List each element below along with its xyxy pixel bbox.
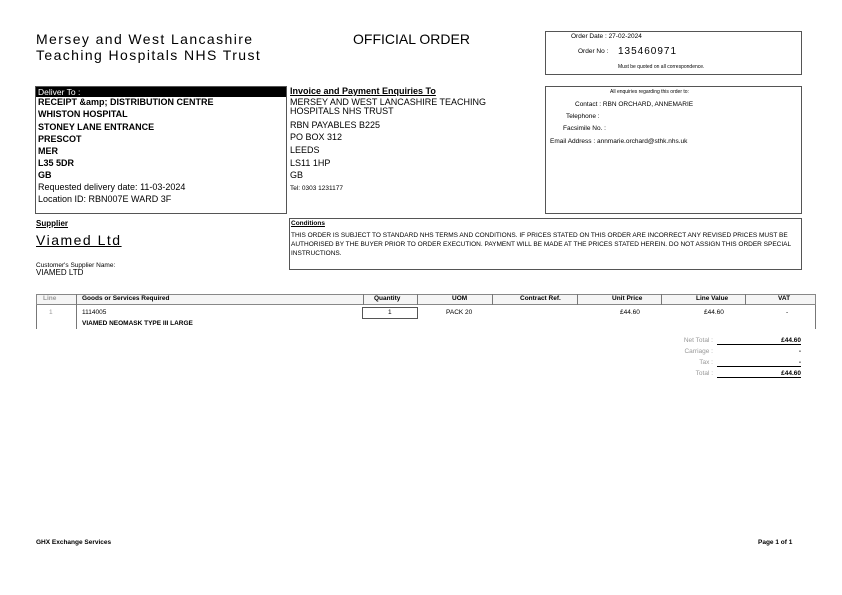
enquiry-email: Email Address : annmarie.orchard@sthk.nhs.uk	[550, 138, 688, 145]
quote-note: Must be quoted on all correspondence.	[618, 64, 705, 70]
trust-name-line1: Mersey and West Lancashire	[36, 31, 254, 47]
invoice-heading: Invoice and Payment Enquiries To	[290, 86, 436, 96]
deliver-to-heading-text: Deliver To :	[38, 87, 81, 97]
col-header-quantity: Quantity	[374, 295, 401, 302]
invoice-telephone: Tel: 0303 1231177	[290, 185, 344, 192]
col-header-unit-price: Unit Price	[612, 295, 643, 302]
invoice-address-line: MERSEY AND WEST LANCASHIRE TEACHING HOSPITALS NHS TRUST	[290, 97, 487, 116]
invoice-address-line: RBN PAYABLES B225	[290, 120, 381, 130]
supplier-heading: Supplier	[36, 219, 69, 228]
document-title: OFFICIAL ORDER	[353, 31, 470, 47]
table-row-description: VIAMED NEOMASK TYPE III LARGE	[82, 320, 193, 327]
table-right-border	[815, 305, 816, 329]
invoice-address-line: PO BOX 312	[290, 132, 343, 142]
column-divider	[577, 294, 578, 305]
tax-value: -	[717, 359, 801, 367]
deliver-line: PRESCOT	[38, 134, 82, 144]
column-divider	[745, 294, 746, 305]
invoice-address-line: GB	[290, 170, 304, 180]
enquiry-contact: Contact : RBN ORCHARD, ANNEMARIE	[575, 101, 694, 108]
deliver-to-heading	[36, 87, 286, 97]
customer-supplier-name: VIAMED LTD	[36, 268, 84, 277]
table-row-quantity: 1	[388, 309, 392, 316]
invoice-address-line: LEEDS	[290, 145, 320, 155]
enquiries-note: All enquiries regarding this order to:	[610, 89, 689, 95]
deliver-line: STONEY LANE ENTRANCE	[38, 122, 155, 132]
enquiry-facsimile: Facsimile No. :	[563, 125, 606, 132]
column-divider	[76, 294, 77, 329]
table-row-item-code: 1114005	[82, 309, 107, 316]
conditions-heading: Conditions	[291, 220, 325, 227]
carriage-label: Carriage :	[684, 348, 713, 355]
col-header-line: Line	[43, 295, 57, 302]
footer-left: GHX Exchange Services	[36, 539, 112, 546]
deliver-line: WHISTON HOSPITAL	[38, 109, 128, 119]
order-no-value: 135460971	[618, 46, 678, 57]
deliver-line: L35 5DR	[38, 158, 75, 168]
order-no-label: Order No :	[578, 48, 609, 55]
column-divider	[363, 294, 364, 305]
table-left-border	[36, 305, 37, 329]
net-total-label: Net Total :	[683, 337, 713, 344]
total-label: Total :	[695, 370, 713, 377]
column-divider	[492, 294, 493, 305]
deliver-line: MER	[38, 146, 58, 156]
conditions-text: THIS ORDER IS SUBJECT TO STANDARD NHS TERMS AND CONDITIONS. IF PRICES STATED ON THIS ORDER ARE INCORRECT ANY REVISED PRICES MUST BE AUTHORISED BY THE BUYER PRIOR TO ORDER EXECUTION. PAYMENT WILL BE MADE AT THE PRICES STATED HEREIN. DO NOT ASSIGN THIS ORDER SPECIAL INSTRUCTIONS.	[291, 232, 791, 257]
invoice-address-line: LS11 1HP	[290, 158, 331, 168]
col-header-uom: UOM	[452, 295, 468, 302]
supplier-name: Viamed Ltd	[36, 232, 122, 248]
enquiry-telephone: Telephone :	[566, 113, 600, 120]
table-row-line-value: £44.60	[704, 309, 724, 316]
column-divider	[417, 294, 418, 305]
col-header-vat: VAT	[778, 295, 791, 302]
col-header-goods: Goods or Services Required	[82, 295, 170, 302]
deliver-line: RECEIPT &amp; DISTRIBUTION CENTRE	[38, 97, 214, 107]
page-number: Page 1 of 1	[758, 539, 793, 546]
table-row-line-number: 1	[49, 309, 53, 316]
order-date: Order Date : 27-02-2024	[571, 33, 642, 40]
table-row-unit-price: £44.60	[620, 309, 640, 316]
carriage-value: -	[798, 348, 801, 355]
table-row-vat: -	[786, 309, 789, 316]
col-header-line-value: Line Value	[696, 295, 729, 302]
table-row-uom: PACK 20	[446, 309, 473, 316]
tax-label: Tax :	[699, 359, 713, 366]
net-total-value: £44.60	[717, 337, 801, 345]
column-divider	[661, 294, 662, 305]
total-value: £44.60	[717, 370, 801, 378]
location-id: Location ID: RBN007E WARD 3F	[38, 194, 172, 204]
customer-supplier-label: Customer's Supplier Name:	[36, 262, 116, 269]
trust-name-line2: Teaching Hospitals NHS Trust	[36, 47, 262, 63]
requested-delivery-date: Requested delivery date: 11-03-2024	[38, 182, 186, 192]
col-header-contract: Contract Ref.	[520, 295, 561, 302]
deliver-line: GB	[38, 170, 52, 180]
